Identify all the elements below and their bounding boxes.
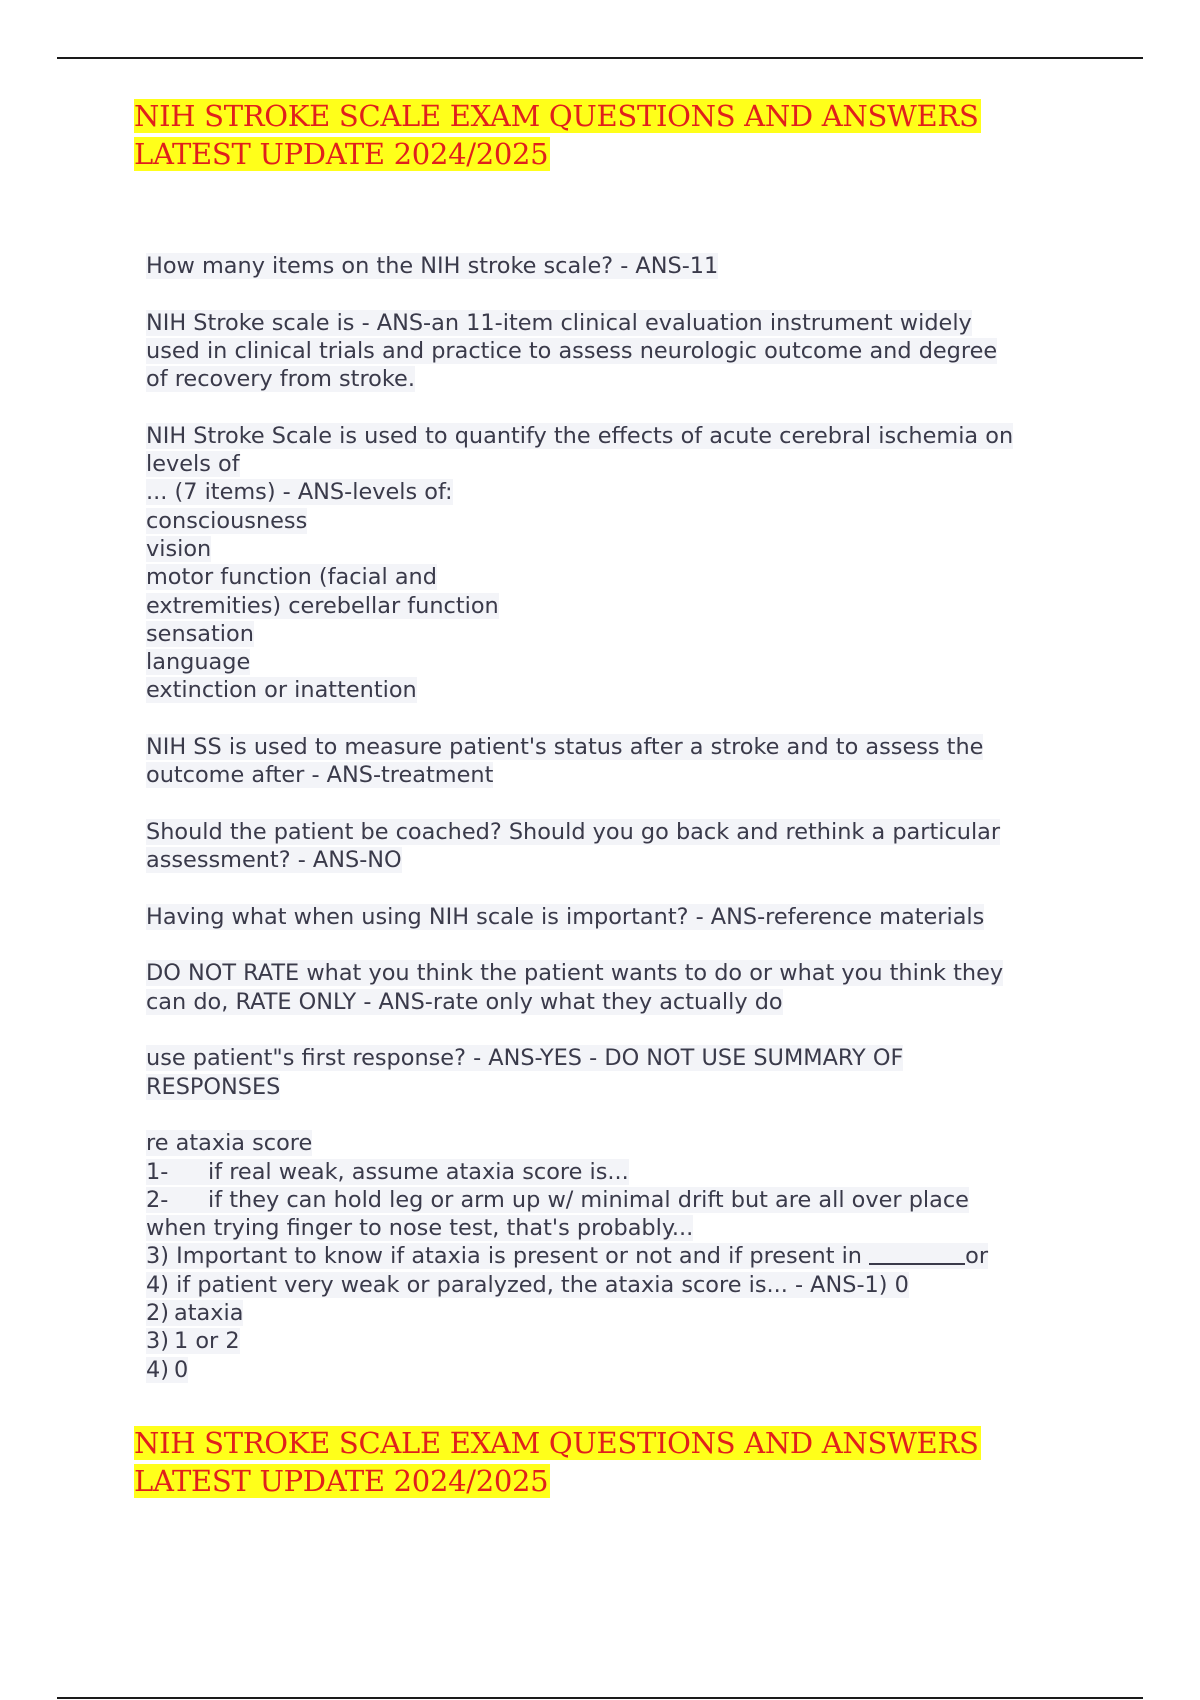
ataxia-answer <box>146 1327 1096 1355</box>
qa-item-6 <box>146 903 1096 931</box>
item-number: 2- <box>146 1186 169 1213</box>
top-rule <box>57 57 1143 59</box>
ataxia-item-4: 4) if patient very weak or paralyzed, the ataxia score is... - ANS-1) 0 <box>146 1271 909 1298</box>
answer-text: ataxia <box>174 1299 244 1326</box>
qa-item-8 <box>146 1044 1096 1101</box>
answer-number: 2) <box>146 1299 169 1326</box>
qa-line: RESPONSES <box>146 1073 281 1100</box>
item-text: 3) Important to know if ataxia is present or not and if present in <box>146 1243 862 1270</box>
document-title: NIH STROKE SCALE EXAM QUESTIONS AND ANSWERS LATEST UPDATE 2024/2025 <box>134 99 979 171</box>
answer-number: 3) <box>146 1328 169 1355</box>
qa-content <box>146 252 1096 1412</box>
item-tail: or <box>965 1243 989 1270</box>
qa-line: NIH SS is used to measure patient's status after a stroke and to assess the <box>146 734 984 761</box>
qa-line: How many items on the NIH stroke scale? - ANS-11 <box>146 253 719 279</box>
qa-line: DO NOT RATE what you think the patient wants to do or what you think they <box>146 960 1004 987</box>
qa-line: use patient"s first response? - ANS-YES - DO NOT USE SUMMARY OF <box>146 1045 904 1072</box>
qa-item-ataxia <box>146 1129 1096 1384</box>
qa-line: assessment? - ANS-NO <box>146 847 402 874</box>
qa-item-7 <box>146 959 1096 1016</box>
ataxia-item-2 <box>146 1186 1096 1214</box>
qa-line: sensation <box>146 620 254 647</box>
qa-line: motor function (facial and <box>146 564 437 591</box>
ataxia-answer <box>146 1356 1096 1384</box>
item-number: 1- <box>146 1158 169 1185</box>
qa-item-4 <box>146 733 1096 790</box>
qa-line: language <box>146 649 251 676</box>
footer-title: NIH STROKE SCALE EXAM QUESTIONS AND ANSWERS LATEST UPDATE 2024/2025 <box>134 1426 979 1498</box>
ataxia-item-2-continued: when trying finger to nose test, that's probably... <box>146 1215 694 1242</box>
qa-line: levels of <box>146 451 240 478</box>
qa-line: ... (7 items) - ANS-levels of: <box>146 479 453 506</box>
item-text: if real weak, assume ataxia score is... <box>208 1158 629 1185</box>
qa-line: outcome after - ANS-treatment <box>146 762 494 789</box>
qa-line: NIH Stroke Scale is used to quantify the effects of acute cerebral ischemia on <box>146 422 1014 449</box>
ataxia-heading: re ataxia score <box>146 1130 313 1157</box>
qa-line: vision <box>146 535 212 562</box>
answer-text: 1 or 2 <box>174 1328 240 1355</box>
ataxia-item-1 <box>146 1158 1096 1186</box>
qa-line: extinction or inattention <box>146 677 417 704</box>
bottom-rule <box>57 1697 1143 1699</box>
qa-line: Should the patient be coached? Should you go back and rethink a particular <box>146 818 1001 845</box>
qa-line: extremities) cerebellar function <box>146 592 499 619</box>
qa-line: used in clinical trials and practice to assess neurologic outcome and degree <box>146 337 998 364</box>
qa-item-1 <box>146 252 1096 280</box>
qa-item-3 <box>146 422 1096 705</box>
fill-in-blank <box>869 1243 965 1265</box>
qa-line: Having what when using NIH scale is important? - ANS-reference materials <box>146 903 985 930</box>
qa-line: of recovery from stroke. <box>146 366 415 393</box>
qa-item-5 <box>146 818 1096 875</box>
answer-text: 0 <box>174 1356 189 1383</box>
qa-item-2 <box>146 309 1096 394</box>
qa-line: consciousness <box>146 507 308 534</box>
qa-line: can do, RATE ONLY - ANS-rate only what they actually do <box>146 988 783 1015</box>
answer-number: 4) <box>146 1356 169 1383</box>
ataxia-answer <box>146 1299 1096 1327</box>
ataxia-item-3 <box>146 1242 1096 1270</box>
item-text: if they can hold leg or arm up w/ minimal drift but are all over place <box>208 1186 969 1213</box>
qa-line: NIH Stroke scale is - ANS-an 11-item clinical evaluation instrument widely <box>146 309 972 336</box>
